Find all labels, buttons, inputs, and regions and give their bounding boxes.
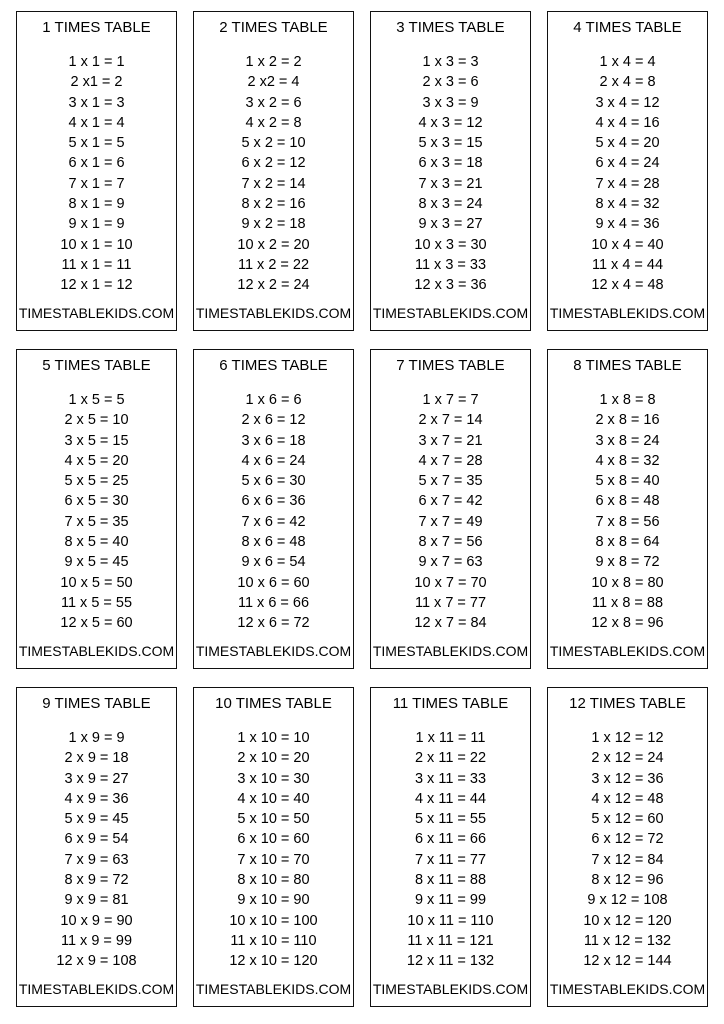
times-table-row: 10 x 10 = 100: [229, 912, 318, 929]
times-table-row: 3 x 7 = 21: [418, 432, 483, 449]
times-table-row: 9 x 8 = 72: [595, 554, 660, 571]
times-table-row: 5 x 11 = 55: [414, 811, 487, 828]
times-table-row: 12 x 3 = 36: [414, 277, 487, 294]
times-table-row: 10 x 1 = 10: [60, 236, 133, 253]
times-table-row: 5 x 7 = 35: [418, 473, 483, 490]
times-table-title: 4 TIMES TABLE: [573, 19, 682, 36]
times-table-row: 8 x 3 = 24: [418, 196, 483, 213]
times-table-row: 9 x 5 = 45: [64, 554, 129, 571]
times-table-row: 6 x 3 = 18: [418, 155, 483, 172]
times-table-row: 12 x 6 = 72: [237, 615, 310, 632]
times-table-row: 4 x 9 = 36: [64, 790, 129, 807]
times-table-row: 2 x 9 = 18: [64, 750, 129, 767]
times-table-row: 10 x 11 = 110: [407, 912, 494, 929]
site-footer-text: TIMESTABLEKIDS.COM: [372, 643, 529, 659]
times-table-row: 11 x 7 = 77: [414, 594, 487, 611]
times-table-row: 10 x 5 = 50: [60, 574, 133, 591]
times-table-row: 3 x 11 = 33: [414, 770, 487, 787]
times-table-card: [16, 11, 177, 331]
times-table-row: 3 x 3 = 9: [422, 94, 479, 111]
times-table-row: 6 x 9 = 54: [64, 831, 129, 848]
times-table-row: 5 x 5 = 25: [64, 473, 129, 490]
times-table-row: 9 x 2 = 18: [241, 216, 306, 233]
times-table-title: 10 TIMES TABLE: [215, 695, 332, 712]
times-table-row: 8 x 12 = 96: [591, 872, 664, 889]
times-table-rows: [414, 52, 486, 296]
times-table-row: 3 x 2 = 6: [245, 94, 302, 111]
times-table-row: 5 x 3 = 15: [418, 135, 483, 152]
times-table-row: 6 x 11 = 66: [414, 831, 487, 848]
times-table-row: 5 x 1 = 5: [68, 135, 125, 152]
times-table-row: 11 x 6 = 66: [237, 594, 310, 611]
times-table-row: 4 x 5 = 20: [64, 452, 129, 469]
times-table-card: [193, 11, 354, 331]
times-table-row: 5 x 4 = 20: [595, 135, 660, 152]
times-table-row: 6 x 1 = 6: [68, 155, 125, 172]
times-table-row: 9 x 12 = 108: [587, 892, 668, 909]
times-table-row: 3 x 9 = 27: [64, 770, 129, 787]
times-table-row: 9 x 3 = 27: [418, 216, 483, 233]
times-table-row: 2 x 3 = 6: [422, 74, 479, 91]
times-table-row: 11 x 4 = 44: [591, 256, 664, 273]
times-table-row: 1 x 12 = 12: [591, 730, 664, 746]
times-table-row: 11 x 9 = 99: [60, 932, 133, 949]
times-table-row: 3 x 8 = 24: [595, 432, 660, 449]
times-table-row: 6 x 8 = 48: [595, 493, 660, 510]
times-table-row: 7 x 2 = 14: [241, 175, 306, 192]
times-table-row: 12 x 8 = 96: [591, 615, 664, 632]
times-table-row: 7 x 9 = 63: [64, 851, 129, 868]
times-table-row: 11 x 12 = 132: [583, 932, 672, 949]
times-table-row: 11 x 3 = 33: [414, 256, 487, 273]
times-table-row: 10 x 6 = 60: [237, 574, 310, 591]
times-table-row: 1 x 5 = 5: [68, 392, 125, 408]
times-table-row: 3 x 10 = 30: [237, 770, 310, 787]
times-table-row: 7 x 1 = 7: [68, 175, 125, 192]
times-table-row: 5 x 8 = 40: [595, 473, 660, 490]
times-table-rows: [591, 52, 663, 296]
times-table-card: [193, 349, 354, 669]
times-table-row: 10 x 7 = 70: [414, 574, 487, 591]
times-table-row: 5 x 10 = 50: [237, 811, 310, 828]
times-table-row: 6 x 6 = 36: [241, 493, 306, 510]
times-table-row: 10 x 12 = 120: [583, 912, 672, 929]
times-table-row: 4 x 11 = 44: [414, 790, 487, 807]
times-table-title: 8 TIMES TABLE: [573, 357, 682, 374]
times-table-row: 1 x 9 = 9: [68, 730, 125, 746]
times-table-title: 6 TIMES TABLE: [219, 357, 328, 374]
site-footer-text: TIMESTABLEKIDS.COM: [18, 305, 175, 321]
times-table-row: 3 x 4 = 12: [595, 94, 660, 111]
site-footer-text: TIMESTABLEKIDS.COM: [18, 981, 175, 997]
times-table-rows: [60, 390, 132, 634]
times-table-row: 9 x 10 = 90: [237, 892, 310, 909]
times-table-card: [547, 687, 708, 1007]
times-table-row: 7 x 4 = 28: [595, 175, 660, 192]
times-table-row: 7 x 5 = 35: [64, 513, 129, 530]
times-table-rows: [56, 728, 136, 972]
times-table-row: 12 x 5 = 60: [60, 615, 133, 632]
times-table-card: [370, 687, 531, 1007]
times-table-row: 10 x 4 = 40: [591, 236, 664, 253]
times-table-row: 2 x1 = 2: [70, 74, 123, 91]
times-table-row: 4 x 8 = 32: [595, 452, 660, 469]
times-table-row: 12 x 2 = 24: [237, 277, 310, 294]
times-table-row: 8 x 8 = 64: [595, 534, 660, 551]
times-table-row: 9 x 9 = 81: [64, 892, 129, 909]
times-table-row: 8 x 11 = 88: [414, 872, 487, 889]
times-table-row: 11 x 10 = 110: [230, 932, 317, 949]
times-table-title: 3 TIMES TABLE: [396, 19, 505, 36]
times-table-row: 6 x 10 = 60: [237, 831, 310, 848]
times-table-row: 1 x 2 = 2: [245, 54, 302, 70]
times-table-row: 3 x 1 = 3: [68, 94, 125, 111]
times-table-row: 2 x 4 = 8: [599, 74, 656, 91]
times-table-row: 8 x 1 = 9: [68, 196, 125, 213]
site-footer-text: TIMESTABLEKIDS.COM: [372, 305, 529, 321]
times-table-row: 4 x 12 = 48: [591, 790, 664, 807]
times-table-row: 4 x 6 = 24: [241, 452, 306, 469]
times-table-row: 7 x 8 = 56: [595, 513, 660, 530]
times-table-row: 5 x 12 = 60: [591, 811, 664, 828]
site-footer-text: TIMESTABLEKIDS.COM: [372, 981, 529, 997]
times-table-title: 12 TIMES TABLE: [569, 695, 686, 712]
times-table-title: 7 TIMES TABLE: [396, 357, 505, 374]
times-table-row: 6 x 2 = 12: [241, 155, 306, 172]
times-table-row: 2 x 6 = 12: [241, 412, 306, 429]
times-table-row: 4 x 7 = 28: [418, 452, 483, 469]
times-table-row: 6 x 5 = 30: [64, 493, 129, 510]
times-table-row: 12 x 9 = 108: [56, 953, 137, 970]
times-table-card: [547, 349, 708, 669]
times-table-row: 12 x 11 = 132: [406, 953, 495, 970]
times-table-row: 2 x 11 = 22: [414, 750, 487, 767]
times-table-row: 6 x 7 = 42: [418, 493, 483, 510]
times-table-row: 8 x 5 = 40: [64, 534, 129, 551]
times-table-rows: [407, 728, 494, 972]
times-table-row: 6 x 4 = 24: [595, 155, 660, 172]
times-table-row: 7 x 12 = 84: [591, 851, 664, 868]
times-table-rows: [237, 52, 309, 296]
times-table-title: 5 TIMES TABLE: [42, 357, 151, 374]
times-table-row: 4 x 2 = 8: [245, 114, 302, 131]
times-table-title: 11 TIMES TABLE: [392, 695, 509, 712]
times-table-rows: [414, 390, 486, 634]
times-table-row: 7 x 6 = 42: [241, 513, 306, 530]
times-table-row: 4 x 1 = 4: [68, 114, 125, 131]
times-table-row: 7 x 7 = 49: [418, 513, 483, 530]
times-table-row: 8 x 9 = 72: [64, 872, 129, 889]
site-footer-text: TIMESTABLEKIDS.COM: [195, 305, 352, 321]
times-table-title: 9 TIMES TABLE: [42, 695, 151, 712]
times-table-row: 1 x 10 = 10: [237, 730, 310, 746]
site-footer-text: TIMESTABLEKIDS.COM: [195, 643, 352, 659]
site-footer-text: TIMESTABLEKIDS.COM: [549, 643, 706, 659]
times-table-row: 9 x 1 = 9: [68, 216, 125, 233]
times-table-row: 4 x 3 = 12: [418, 114, 483, 131]
times-table-row: 12 x 7 = 84: [414, 615, 487, 632]
times-table-card: [370, 349, 531, 669]
times-table-card: [16, 349, 177, 669]
times-table-row: 2 x 7 = 14: [418, 412, 483, 429]
times-table-row: 2 x 5 = 10: [64, 412, 129, 429]
times-table-row: 8 x 7 = 56: [418, 534, 483, 551]
times-table-row: 12 x 12 = 144: [583, 953, 672, 970]
times-table-row: 8 x 4 = 32: [595, 196, 660, 213]
times-table-row: 11 x 8 = 88: [591, 594, 664, 611]
times-table-row: 12 x 10 = 120: [229, 953, 318, 970]
times-table-row: 9 x 6 = 54: [241, 554, 306, 571]
times-table-row: 1 x 8 = 8: [599, 392, 656, 408]
times-table-row: 9 x 11 = 99: [414, 892, 487, 909]
times-table-row: 10 x 2 = 20: [237, 236, 310, 253]
site-footer-text: TIMESTABLEKIDS.COM: [195, 981, 352, 997]
times-table-card: [193, 687, 354, 1007]
times-table-row: 3 x 6 = 18: [241, 432, 306, 449]
site-footer-text: TIMESTABLEKIDS.COM: [18, 643, 175, 659]
times-table-row: 9 x 4 = 36: [595, 216, 660, 233]
times-table-rows: [60, 52, 132, 296]
times-table-row: 3 x 12 = 36: [591, 770, 664, 787]
site-footer-text: TIMESTABLEKIDS.COM: [549, 305, 706, 321]
times-table-row: 5 x 6 = 30: [241, 473, 306, 490]
times-table-title: 1 TIMES TABLE: [42, 19, 151, 36]
times-table-row: 4 x 4 = 16: [595, 114, 660, 131]
times-table-row: 8 x 10 = 80: [237, 872, 310, 889]
times-table-row: 8 x 6 = 48: [241, 534, 306, 551]
times-table-row: 4 x 10 = 40: [237, 790, 310, 807]
times-table-row: 12 x 4 = 48: [591, 277, 664, 294]
times-table-row: 12 x 1 = 12: [60, 277, 133, 294]
site-footer-text: TIMESTABLEKIDS.COM: [549, 981, 706, 997]
times-table-row: 1 x 6 = 6: [245, 392, 302, 408]
times-table-row: 1 x 4 = 4: [599, 54, 656, 70]
times-table-rows: [591, 390, 663, 634]
times-table-row: 8 x 2 = 16: [241, 196, 306, 213]
times-table-row: 7 x 10 = 70: [237, 851, 310, 868]
times-table-row: 2 x 8 = 16: [595, 412, 660, 429]
times-table-title: 2 TIMES TABLE: [219, 19, 328, 36]
times-table-row: 3 x 5 = 15: [64, 432, 129, 449]
times-table-rows: [583, 728, 671, 972]
times-table-card: [16, 687, 177, 1007]
times-table-grid: [16, 11, 708, 1007]
times-table-row: 2 x 10 = 20: [237, 750, 310, 767]
times-table-row: 11 x 5 = 55: [60, 594, 133, 611]
times-table-card: [370, 11, 531, 331]
times-table-row: 1 x 7 = 7: [422, 392, 479, 408]
times-table-row: 2 x 12 = 24: [591, 750, 664, 767]
times-table-row: 7 x 11 = 77: [414, 851, 487, 868]
times-table-rows: [229, 728, 317, 972]
times-table-row: 10 x 3 = 30: [414, 236, 487, 253]
times-table-row: 1 x 11 = 11: [415, 730, 486, 746]
times-table-rows: [237, 390, 309, 634]
times-table-row: 11 x 11 = 121: [407, 932, 494, 949]
times-table-row: 5 x 2 = 10: [241, 135, 306, 152]
times-table-row: 6 x 12 = 72: [591, 831, 664, 848]
times-table-row: 10 x 8 = 80: [591, 574, 664, 591]
times-table-row: 2 x2 = 4: [247, 74, 300, 91]
times-table-row: 9 x 7 = 63: [418, 554, 483, 571]
times-table-row: 7 x 3 = 21: [418, 175, 483, 192]
times-table-row: 5 x 9 = 45: [64, 811, 129, 828]
times-table-row: 11 x 2 = 22: [237, 256, 310, 273]
times-table-row: 1 x 1 = 1: [68, 54, 125, 70]
times-table-row: 11 x 1 = 11: [61, 256, 132, 273]
times-table-card: [547, 11, 708, 331]
times-table-row: 1 x 3 = 3: [422, 54, 479, 70]
times-table-row: 10 x 9 = 90: [60, 912, 133, 929]
